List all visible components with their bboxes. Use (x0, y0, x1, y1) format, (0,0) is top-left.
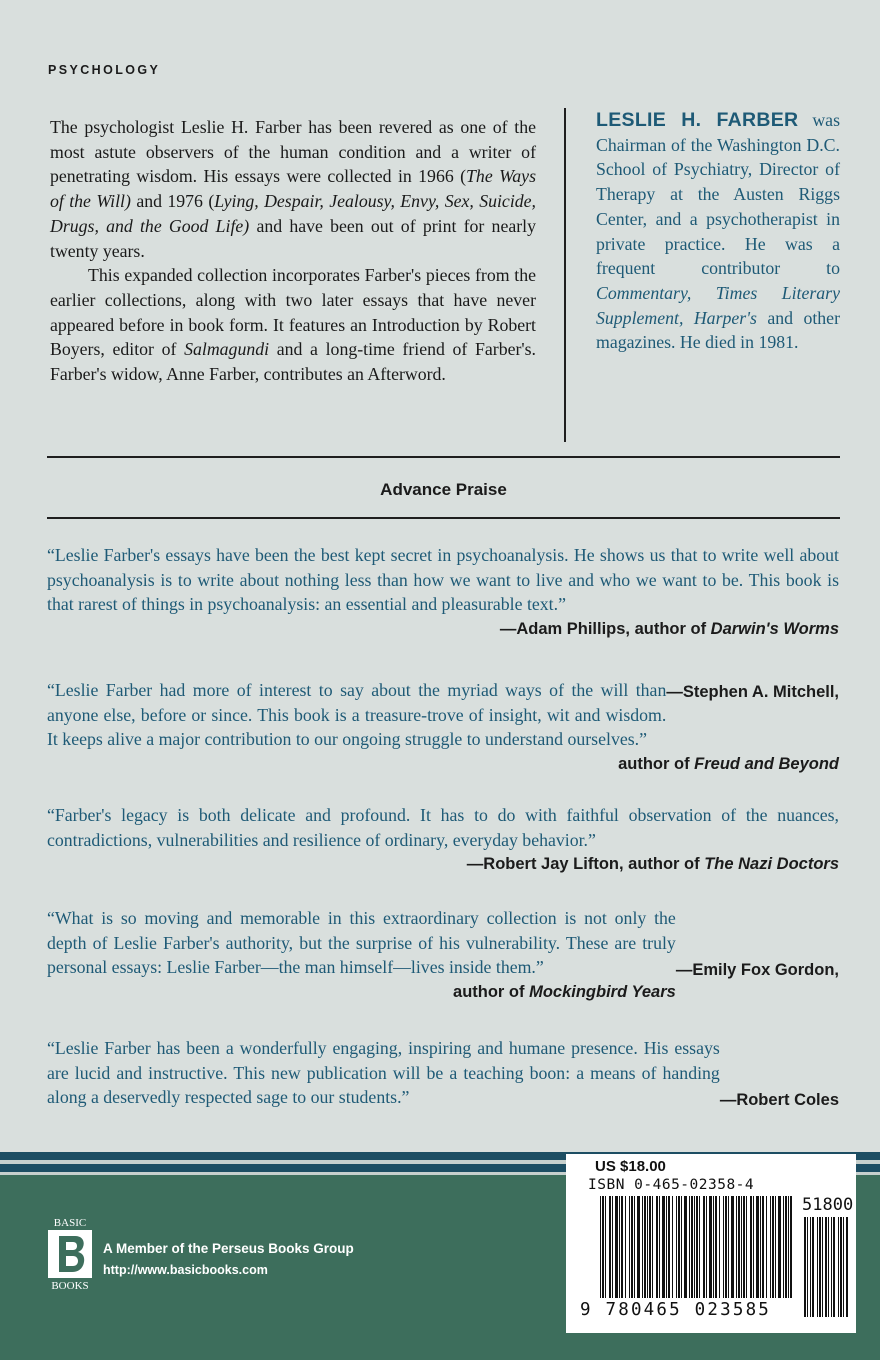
column-divider (564, 108, 566, 442)
barcode-bar (772, 1196, 774, 1298)
isbn-label: ISBN 0-465-02358-4 (588, 1177, 755, 1193)
barcode-bar (621, 1196, 623, 1298)
barcode-bar (753, 1196, 754, 1298)
barcode-bar (831, 1217, 832, 1317)
logo-text-bottom: BOOKS (51, 1280, 89, 1292)
barcode-bar (719, 1196, 720, 1298)
quote-attribution: author of Mockingbird Years (453, 983, 676, 1002)
barcode-bar (659, 1196, 660, 1298)
barcode-bar (672, 1196, 673, 1298)
barcode-bar (788, 1196, 789, 1298)
author-name: LESLIE H. FARBER (596, 109, 799, 131)
barcode-bar (804, 1217, 806, 1317)
logo-text-top: BASIC (53, 1217, 87, 1229)
barcode-bar (828, 1217, 829, 1317)
barcode-bar (770, 1196, 771, 1298)
barcode-bar (676, 1196, 677, 1298)
praise-heading: Advance Praise (380, 480, 507, 499)
barcode-bar (775, 1196, 776, 1298)
barcode-bar (684, 1196, 687, 1298)
barcode-main (600, 1196, 792, 1298)
barcode-bar (637, 1196, 640, 1298)
barcode-bar (609, 1196, 611, 1298)
praise-top-rule (47, 456, 840, 458)
barcode-bar (760, 1196, 761, 1298)
description-paragraph-1: The psychologist Leslie H. Farber has been revered as one of the most astute observers of the human condition and a writer of penetrating wisdom. His essays were collected in 1966 (The Ways of the Will) and 1976 (Lying, Despair, Jealousy, Envy, Sex, Suicide, Drugs, and the Good Life) and have been out of print for nearly twenty years. (50, 117, 536, 261)
barcode-bar (668, 1196, 670, 1298)
quote-text: —Emily Fox Gordon, “What is so moving and memorable in this extraordinary collection is not only the depth of Leslie Farber's authority, but the surprise of his vulnerability. These are truly personal essays: Leslie Farber—the man himself—lives inside them.” (47, 906, 839, 980)
quote-text: —Robert Coles “Leslie Farber has been a wonderfully engaging, inspiring and humane presence. His essays are lucid and instructive. This new publication will be a teaching boon: a means of handing along a deservedly respected sage to our students.” (47, 1036, 839, 1110)
barcode-bar (843, 1217, 844, 1317)
barcode-bar (689, 1196, 690, 1298)
barcode-bar (694, 1196, 695, 1298)
author-bio: LESLIE H. FARBER was Chairman of the Washington D.C. School of Psychiatry, Director of Therapy at the Austen Riggs Center, and a psychotherapist in private practice. He was a frequent contributor to Commentary, Times Literary Supplement, Harper's and other magazines. He died in 1981. (596, 109, 840, 353)
barcode-bar (656, 1196, 658, 1298)
praise-quote (47, 803, 839, 877)
barcode-bar (678, 1196, 680, 1298)
barcode-number: 9 780465 023585 (580, 1300, 772, 1320)
barcode-bar (619, 1196, 620, 1298)
bio-publications: Commentary, Times Literary Supplement, Harper's (596, 282, 840, 328)
barcode-bar (605, 1196, 606, 1298)
quote-book-title: Freud and Beyond (694, 755, 839, 774)
barcode-bar (715, 1196, 717, 1298)
barcode-bar (713, 1196, 714, 1298)
barcode-bar (649, 1196, 651, 1298)
barcode-bar (612, 1196, 613, 1298)
magazine-title-salmagundi: Salmagundi (184, 339, 270, 360)
quote-attribution: —Adam Phillips, author of Darwin's Worms (499, 620, 839, 639)
barcode-bar (785, 1196, 787, 1298)
barcode-bar (723, 1196, 724, 1298)
quote-book-title: The Nazi Doctors (704, 855, 839, 874)
publisher-member-line: A Member of the Perseus Books Group (103, 1241, 354, 1256)
barcode-bar (699, 1196, 700, 1298)
barcode-bar (833, 1217, 835, 1317)
barcode-bar (846, 1217, 848, 1317)
barcode-bar (783, 1196, 784, 1298)
praise-quote (47, 906, 839, 1005)
description-paragraph-2: This expanded collection incorporates Farber's pieces from the earlier collections, along with two later essays that have never appeared before in book form. It features an Introduction by Robert Boyers, editor of Salmagundi and a long-time friend of Farber's. Farber's widow, Anne Farber, contributes an Afterword. (50, 265, 536, 385)
barcode-bar (647, 1196, 648, 1298)
praise-quote (47, 1036, 839, 1113)
barcode-bar (817, 1217, 818, 1317)
praise-bottom-rule (47, 517, 840, 519)
barcode-bar (819, 1217, 821, 1317)
quote-attribution: —Robert Jay Lifton, author of The Nazi Doctors (466, 855, 839, 874)
barcode-bar (706, 1196, 707, 1298)
barcode-bar (812, 1217, 814, 1317)
barcode-bar (810, 1217, 811, 1317)
barcode-bar (807, 1217, 808, 1317)
barcode-bar (634, 1196, 635, 1298)
praise-quote (47, 678, 839, 777)
barcode-bar (728, 1196, 729, 1298)
book-title-ways-of-the-will: The Ways of the Will) (50, 166, 536, 212)
quote-text: “Farber's legacy is both delicate and profound. It has to do with faithful observation of the nuances, contradictions, vulnerabilities and resilience of ordinary, everyday behavior.” (47, 805, 839, 850)
barcode-bar (790, 1196, 792, 1298)
barcode-bar (703, 1196, 705, 1298)
barcode-bar (602, 1196, 604, 1298)
barcode-bar (725, 1196, 727, 1298)
barcode-bar (600, 1196, 601, 1298)
quote-book-title: Darwin's Worms (710, 620, 839, 639)
barcode-bar (741, 1196, 742, 1298)
book-description (50, 115, 536, 387)
barcode-bar (746, 1196, 747, 1298)
quote-attribution-inline: —Stephen A. Mitchell, (666, 683, 839, 701)
barcode-bar (615, 1196, 618, 1298)
logo-b-letter (59, 1236, 84, 1272)
barcode-addon (804, 1217, 848, 1317)
quote-text: “Leslie Farber's essays have been the best kept secret in psychoanalysis. He shows us that to write well about psychoanalysis is to write about nothing less than how we want to live and who we want to be. This book is that rarest of things in psychoanalysis: an essential and pleasurable text.” (47, 545, 839, 615)
barcode-bar (644, 1196, 646, 1298)
barcode-bar (743, 1196, 745, 1298)
barcode-bar (681, 1196, 682, 1298)
barcode-bar (756, 1196, 759, 1298)
barcode-bar (750, 1196, 752, 1298)
barcode-bar (625, 1196, 626, 1298)
barcode-bar (662, 1196, 665, 1298)
barcode-bar (778, 1196, 781, 1298)
addon-number: 51800 (802, 1195, 854, 1215)
barcode-bar (666, 1196, 667, 1298)
quote-book-title: Mockingbird Years (529, 983, 676, 1002)
category-label: PSYCHOLOGY (48, 63, 161, 77)
barcode-bar (631, 1196, 633, 1298)
barcode-bar (762, 1196, 764, 1298)
quote-attribution-inline: —Robert Coles (719, 1091, 839, 1109)
praise-quote (47, 543, 839, 642)
barcode-bar (736, 1196, 737, 1298)
quote-attribution-inline: —Emily Fox Gordon, (675, 961, 839, 979)
barcode-bar (642, 1196, 643, 1298)
barcode-bar (766, 1196, 767, 1298)
barcode-bar (822, 1217, 823, 1317)
book-title-lying-despair: Lying, Despair, Jealousy, Envy, Sex, Suicide, Drugs, and the Good Life) (50, 191, 536, 236)
barcode-bar (696, 1196, 698, 1298)
barcode-bar (825, 1217, 827, 1317)
barcode-bar (731, 1196, 734, 1298)
barcode-bar (838, 1217, 839, 1317)
barcode-bar (652, 1196, 653, 1298)
barcode-bar (691, 1196, 693, 1298)
quote-attribution: author of Freud and Beyond (618, 755, 839, 774)
barcode-bar (709, 1196, 712, 1298)
barcode-bar (840, 1217, 842, 1317)
barcode-bar (738, 1196, 740, 1298)
publisher-url: http://www.basicbooks.com (103, 1263, 268, 1277)
basic-books-logo (46, 1216, 94, 1292)
price-label: US $18.00 (595, 1158, 666, 1175)
quote-text: —Stephen A. Mitchell, “Leslie Farber had more of interest to say about the myriad ways of the will than anyone else, before or since. This book is a treasure-trove of insight, wit and wisdom. It keeps alive a major contribution to our ongoing struggle to understand ourselves.” (47, 680, 839, 750)
barcode-bar (629, 1196, 630, 1298)
